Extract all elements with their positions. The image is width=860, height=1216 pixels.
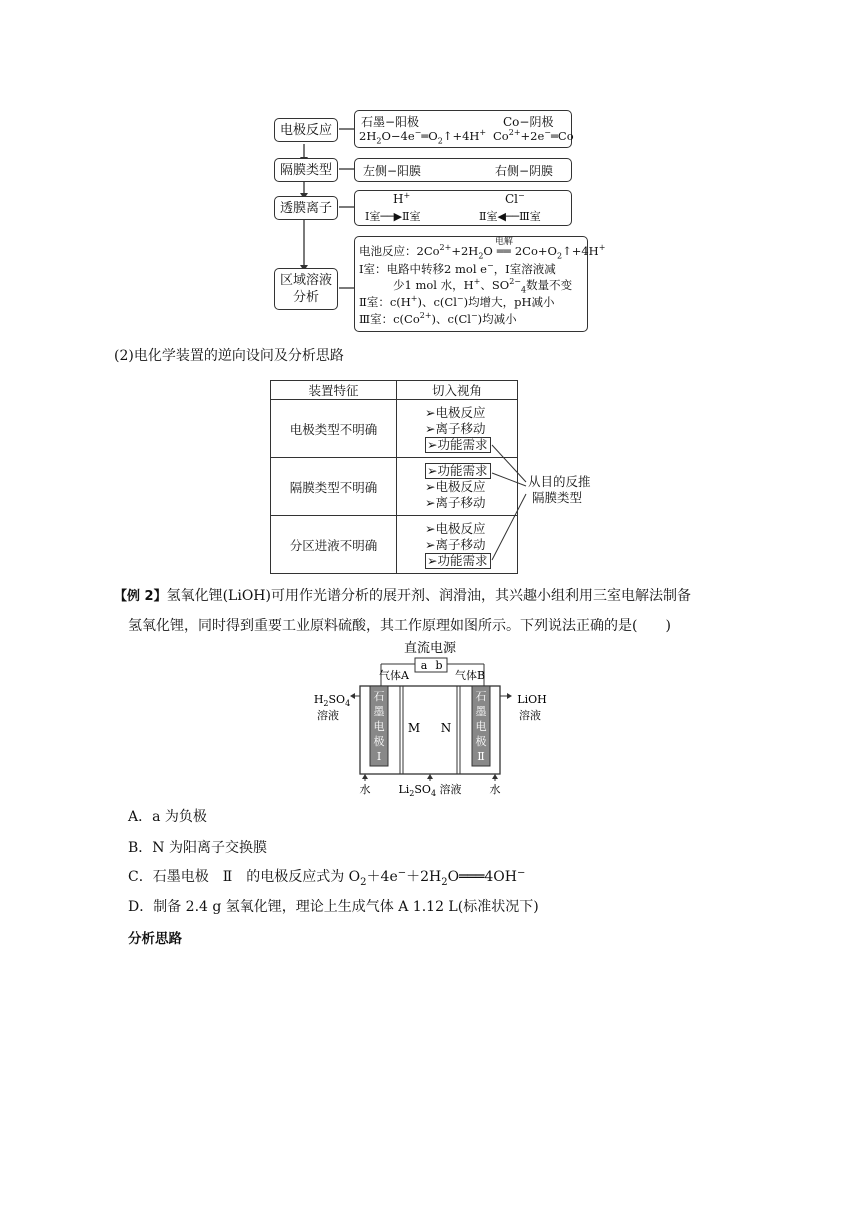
flow-label-membrane: 隔膜类型 — [274, 158, 338, 182]
function-need-box: ➢功能需求 — [425, 463, 491, 479]
analysis-line1: 电池反应：$2Co^{2+}+2H_2O$ 电解 ══ $2Co+O_2↑+4H^+$ — [359, 237, 606, 261]
electrode-2-char: 电 — [475, 720, 487, 733]
section2-title: (2)电化学装置的逆向设问及分析思路 — [114, 348, 344, 364]
electrode-reaction-box — [354, 110, 572, 148]
flow-label-analysis-line2: 分析 — [292, 290, 319, 305]
table-header-feature: 装置特征 — [271, 381, 397, 400]
ion-left-path: Ⅰ室──▶Ⅱ室 — [365, 210, 421, 223]
table-header-view: 切入视角 — [397, 381, 518, 400]
analysis-line4: Ⅱ室：c(H+)、c(Cl−)均增大，pH减小 — [359, 294, 555, 309]
membrane-right: 右侧−阴膜 — [495, 164, 554, 178]
electrode-2-char: Ⅱ — [477, 750, 485, 763]
membrane-type-box — [354, 158, 572, 182]
analysis-line2: Ⅰ室：电路中转移2 mol e−，Ⅰ室溶液减 — [359, 261, 556, 276]
electrode-2-char: 石 — [475, 690, 487, 703]
list-item: ➢离子移动 — [425, 420, 486, 436]
anode-equation: $2H_2O-4e^-═O_2↑+4H^+$ — [359, 128, 487, 146]
table-note-line2: 隔膜类型 — [532, 490, 583, 505]
table-cell-feature: 电极类型不明确 — [271, 400, 397, 458]
water-left: 水 — [359, 783, 371, 796]
analysis-line3: 少1 mol 水，H+、$SO^{2-}_4$数量不变 — [393, 277, 573, 295]
terminal-a: a — [420, 659, 428, 672]
analysis-heading: 分析思路 — [128, 931, 182, 947]
function-need-box: ➢功能需求 — [425, 553, 491, 569]
membrane-m-label: M — [407, 721, 421, 735]
analysis-line5: Ⅲ室：$c(Co^{2+})$、c(Cl−)均减小 — [359, 311, 517, 326]
right-outflow-solution: 溶液 — [519, 709, 541, 722]
flow-label-ions — [274, 196, 338, 220]
membrane-left: 左侧−阳膜 — [363, 164, 422, 178]
flow-label-ions-text: 透膜离子 — [279, 200, 332, 216]
example-line1 — [114, 585, 691, 605]
list-item: ➢离子移动 — [425, 494, 486, 510]
power-label: 直流电源 — [403, 641, 457, 656]
flow-label-analysis — [274, 268, 338, 310]
table-note — [528, 474, 591, 506]
electrode-1-char: Ⅰ — [376, 750, 382, 763]
list-item: ➢电极反应 — [425, 404, 486, 420]
left-outflow: $H_2SO_4$ — [313, 693, 351, 708]
gas-b-label: 气体B — [454, 669, 486, 682]
table-cell-feature: 分区进液不明确 — [271, 516, 397, 574]
list-item: ➢电极反应 — [425, 478, 486, 494]
electrode-1-char: 极 — [373, 735, 385, 748]
gas-a-label: 气体A — [379, 669, 409, 682]
terminal-b: b — [435, 659, 443, 672]
list-item: ➢离子移动 — [425, 536, 486, 552]
option-b: B．N 为阳离子交换膜 — [128, 840, 267, 856]
table-header-row — [271, 381, 518, 400]
option-c: C．石墨电极 Ⅱ 的电极反应式为 $O_2+4e^-+2H_2O═══4OH^-$ — [128, 867, 526, 888]
right-outflow: LiOH — [517, 693, 547, 706]
example-line2: 氢氧化锂，同时得到重要工业原料硫酸，其工作原理如图所示。下列说法正确的是( ) — [128, 618, 671, 634]
cathode-equation: $Co^{2+}+2e^-═Co$ — [493, 128, 574, 143]
ion-right: Cl− — [505, 191, 525, 206]
middle-inflow: $Li_2SO_4$ 溶液 — [398, 783, 462, 798]
analysis-box — [354, 236, 606, 332]
electrode-1-char: 墨 — [373, 705, 385, 718]
membrane-n-label: N — [440, 721, 452, 735]
flow-label-analysis-line1: 区域溶液 — [279, 273, 332, 288]
ions-box — [354, 190, 572, 226]
table-note-line1: 从目的反推 — [528, 474, 591, 489]
electrode-2-char: 极 — [475, 735, 487, 748]
electrolysis-apparatus — [300, 638, 560, 798]
left-outflow-solution: 溶液 — [317, 709, 339, 722]
list-item: ➢电极反应 — [425, 520, 486, 536]
example-tag: 【例 2】 — [114, 589, 167, 604]
ion-left: H+ — [393, 191, 411, 206]
function-need-box: ➢功能需求 — [425, 437, 491, 453]
table-cell-feature: 隔膜类型不明确 — [271, 458, 397, 516]
example-text-1: 氢氧化锂(LiOH)可用作光谱分析的展开剂、润滑油，其兴趣小组利用三室电解法制备 — [166, 588, 691, 604]
electrode-1-char: 电 — [373, 720, 385, 733]
electrode-1-char: 石 — [373, 690, 385, 703]
cathode-title: Co−阴极 — [503, 115, 554, 129]
option-a: A．a 为负极 — [128, 809, 207, 825]
electrode-2-char: 墨 — [475, 705, 487, 718]
ion-right-path: Ⅱ室◀──Ⅲ室 — [479, 210, 541, 223]
flow-label-electrode: 电极反应 — [274, 118, 338, 142]
water-right: 水 — [489, 783, 501, 796]
option-d: D．制备 2.4 g 氢氧化锂，理论上生成气体 A 1.12 L(标准状况下) — [128, 899, 539, 915]
anode-title: 石墨−阳极 — [361, 115, 420, 129]
